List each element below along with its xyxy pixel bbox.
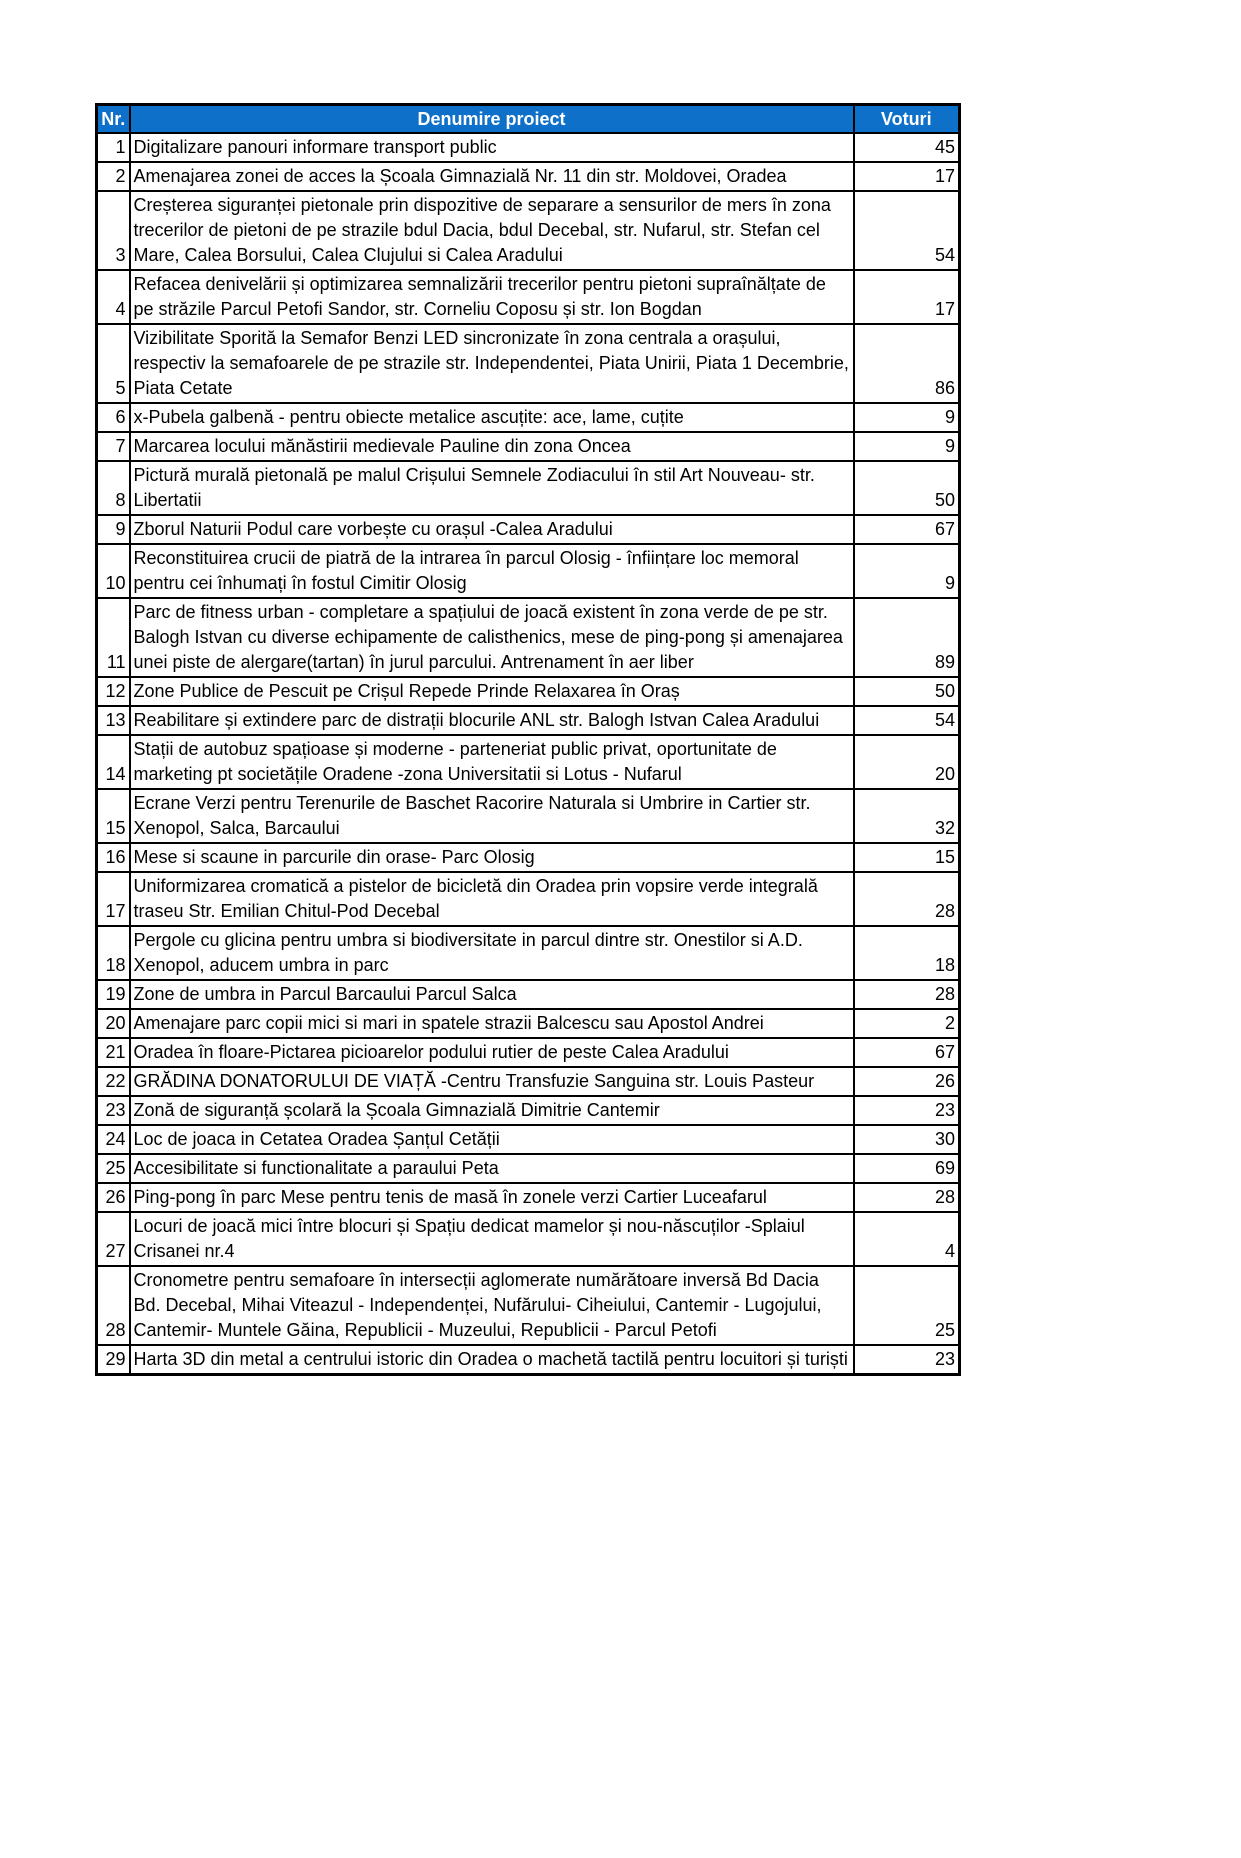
- table-row: [97, 403, 960, 432]
- project-name-cell: Vizibilitate Sporită la Semafor Benzi LED sincronizate în zona centrala a orașului, respectiv la semafoarele de pe strazile str. Independentei, Piata Unirii, Piata 1 Decembrie, Piata Cetate: [130, 324, 854, 403]
- row-number-cell: 22: [97, 1067, 130, 1096]
- table-row: [97, 515, 960, 544]
- table-row: [97, 1266, 960, 1345]
- table-row: [97, 1009, 960, 1038]
- votes-cell: 23: [854, 1345, 960, 1375]
- row-number-cell: 5: [97, 324, 130, 403]
- project-name-cell: Locuri de joacă mici între blocuri și Spațiu dedicat mamelor și nou-născuților -Splaiul Crisanei nr.4: [130, 1212, 854, 1266]
- project-name-cell: Digitalizare panouri informare transport public: [130, 133, 854, 162]
- row-number-cell: 6: [97, 403, 130, 432]
- table-row: [97, 843, 960, 872]
- project-name-cell: x-Pubela galbenă - pentru obiecte metalice ascuțite: ace, lame, cuțite: [130, 403, 854, 432]
- votes-cell: 18: [854, 926, 960, 980]
- row-number-cell: 15: [97, 789, 130, 843]
- row-number-cell: 7: [97, 432, 130, 461]
- votes-cell: 15: [854, 843, 960, 872]
- votes-cell: 9: [854, 403, 960, 432]
- table-row: [97, 926, 960, 980]
- row-number-cell: 16: [97, 843, 130, 872]
- table-row: [97, 461, 960, 515]
- table-row: [97, 1038, 960, 1067]
- project-name-cell: Accesibilitate si functionalitate a paraului Peta: [130, 1154, 854, 1183]
- row-number-cell: 21: [97, 1038, 130, 1067]
- row-number-cell: 14: [97, 735, 130, 789]
- votes-cell: 32: [854, 789, 960, 843]
- votes-cell: 9: [854, 544, 960, 598]
- project-name-cell: Creșterea siguranței pietonale prin dispozitive de separare a sensurilor de mers în zona trecerilor de pietoni de pe strazile bdul Dacia, bdul Decebal, str. Nufarul, str. Stefan cel Mare, Calea Borsului, Calea Clujului si Calea Aradului: [130, 191, 854, 270]
- project-name-cell: Ping-pong în parc Mese pentru tenis de masă în zonele verzi Cartier Luceafarul: [130, 1183, 854, 1212]
- table-row: [97, 872, 960, 926]
- project-name-cell: Oradea în floare-Pictarea picioarelor podului rutier de peste Calea Aradului: [130, 1038, 854, 1067]
- project-name-cell: Marcarea locului mănăstirii medievale Pauline din zona Oncea: [130, 432, 854, 461]
- row-number-cell: 9: [97, 515, 130, 544]
- votes-cell: 4: [854, 1212, 960, 1266]
- votes-cell: 30: [854, 1125, 960, 1154]
- header-row: [97, 105, 960, 134]
- votes-cell: 89: [854, 598, 960, 677]
- votes-cell: 45: [854, 133, 960, 162]
- row-number-cell: 19: [97, 980, 130, 1009]
- row-number-cell: 25: [97, 1154, 130, 1183]
- project-name-cell: Stații de autobuz spațioase și moderne - parteneriat public privat, oportunitate de marketing pt societățile Oradene -zona Universitatii si Lotus - Nufarul: [130, 735, 854, 789]
- votes-cell: 26: [854, 1067, 960, 1096]
- votes-cell: 28: [854, 1183, 960, 1212]
- table-row: [97, 1125, 960, 1154]
- votes-cell: 67: [854, 1038, 960, 1067]
- column-header-project-name: Denumire proiect: [130, 105, 854, 134]
- project-name-cell: Zborul Naturii Podul care vorbește cu orașul -Calea Aradului: [130, 515, 854, 544]
- project-name-cell: Cronometre pentru semafoare în intersecții aglomerate numărătoare inversă Bd Dacia Bd. Decebal, Mihai Viteazul - Independenței, Nufărului- Ciheiului, Cantemir - Lugojului, Cantemir- Muntele Găina, Republicii - Muzeului, Republicii - Parcul Petofi: [130, 1266, 854, 1345]
- row-number-cell: 11: [97, 598, 130, 677]
- project-name-cell: Zonă de siguranță școlară la Școala Gimnazială Dimitrie Cantemir: [130, 1096, 854, 1125]
- row-number-cell: 12: [97, 677, 130, 706]
- votes-cell: 17: [854, 270, 960, 324]
- votes-cell: 54: [854, 706, 960, 735]
- table-row: [97, 133, 960, 162]
- votes-cell: 17: [854, 162, 960, 191]
- table-row: [97, 1067, 960, 1096]
- row-number-cell: 8: [97, 461, 130, 515]
- row-number-cell: 29: [97, 1345, 130, 1375]
- row-number-cell: 18: [97, 926, 130, 980]
- votes-cell: 50: [854, 461, 960, 515]
- votes-cell: 25: [854, 1266, 960, 1345]
- project-name-cell: Zone Publice de Pescuit pe Crișul Repede Prinde Relaxarea în Oraș: [130, 677, 854, 706]
- table-row: [97, 162, 960, 191]
- project-name-cell: Loc de joaca in Cetatea Oradea Șanțul Cetății: [130, 1125, 854, 1154]
- project-name-cell: Reabilitare și extindere parc de distrații blocurile ANL str. Balogh Istvan Calea Aradului: [130, 706, 854, 735]
- votes-cell: 67: [854, 515, 960, 544]
- row-number-cell: 26: [97, 1183, 130, 1212]
- votes-cell: 28: [854, 980, 960, 1009]
- row-number-cell: 24: [97, 1125, 130, 1154]
- table-row: [97, 735, 960, 789]
- votes-cell: 2: [854, 1009, 960, 1038]
- table-row: [97, 706, 960, 735]
- table-row: [97, 191, 960, 270]
- row-number-cell: 28: [97, 1266, 130, 1345]
- table-row: [97, 544, 960, 598]
- table-row: [97, 270, 960, 324]
- table-row: [97, 1096, 960, 1125]
- project-name-cell: Harta 3D din metal a centrului istoric din Oradea o machetă tactilă pentru locuitori și turiști: [130, 1345, 854, 1375]
- votes-cell: 69: [854, 1154, 960, 1183]
- row-number-cell: 23: [97, 1096, 130, 1125]
- projects-table-body: [97, 133, 960, 1375]
- table-row: [97, 1212, 960, 1266]
- table-row: [97, 1154, 960, 1183]
- votes-cell: 86: [854, 324, 960, 403]
- project-name-cell: Pergole cu glicina pentru umbra si biodiversitate in parcul dintre str. Onestilor si A.D. Xenopol, aducem umbra in parc: [130, 926, 854, 980]
- row-number-cell: 17: [97, 872, 130, 926]
- table-row: [97, 1345, 960, 1375]
- project-name-cell: Reconstituirea crucii de piatră de la intrarea în parcul Olosig - înființare loc memoral pentru cei înhumați în fostul Cimitir Olosig: [130, 544, 854, 598]
- table-row: [97, 432, 960, 461]
- row-number-cell: 10: [97, 544, 130, 598]
- table-row: [97, 677, 960, 706]
- project-name-cell: Refacea denivelării și optimizarea semnalizării trecerilor pentru pietoni supraînălțate de pe străzile Parcul Petofi Sandor, str. Corneliu Coposu și str. Ion Bogdan: [130, 270, 854, 324]
- votes-cell: 54: [854, 191, 960, 270]
- project-name-cell: Amenajare parc copii mici si mari in spatele strazii Balcescu sau Apostol Andrei: [130, 1009, 854, 1038]
- column-header-nr: Nr.: [97, 105, 130, 134]
- table-row: [97, 1183, 960, 1212]
- project-name-cell: Parc de fitness urban - completare a spațiului de joacă existent în zona verde de pe str. Balogh Istvan cu diverse echipamente de calisthenics, mese de ping-pong și amenajarea unei piste de alergare(tartan) în jurul parcului. Antrenament în aer liber: [130, 598, 854, 677]
- project-name-cell: Uniformizarea cromatică a pistelor de bicicletă din Oradea prin vopsire verde integrală traseu Str. Emilian Chitul-Pod Decebal: [130, 872, 854, 926]
- row-number-cell: 13: [97, 706, 130, 735]
- table-row: [97, 789, 960, 843]
- table-row: [97, 980, 960, 1009]
- votes-cell: 28: [854, 872, 960, 926]
- column-header-votes: Voturi: [854, 105, 960, 134]
- row-number-cell: 20: [97, 1009, 130, 1038]
- project-name-cell: Ecrane Verzi pentru Terenurile de Baschet Racorire Naturala si Umbrire in Cartier str. Xenopol, Salca, Barcaului: [130, 789, 854, 843]
- project-name-cell: Amenajarea zonei de acces la Școala Gimnazială Nr. 11 din str. Moldovei, Oradea: [130, 162, 854, 191]
- table-row: [97, 324, 960, 403]
- row-number-cell: 27: [97, 1212, 130, 1266]
- votes-cell: 50: [854, 677, 960, 706]
- projects-table: [95, 103, 961, 1376]
- table-row: [97, 598, 960, 677]
- project-name-cell: Zone de umbra in Parcul Barcaului Parcul Salca: [130, 980, 854, 1009]
- votes-cell: 23: [854, 1096, 960, 1125]
- votes-cell: 9: [854, 432, 960, 461]
- row-number-cell: 2: [97, 162, 130, 191]
- project-name-cell: Pictură murală pietonală pe malul Crișului Semnele Zodiacului în stil Art Nouveau- str. Libertatii: [130, 461, 854, 515]
- project-name-cell: GRĂDINA DONATORULUI DE VIAȚĂ -Centru Transfuzie Sanguina str. Louis Pasteur: [130, 1067, 854, 1096]
- row-number-cell: 3: [97, 191, 130, 270]
- votes-cell: 20: [854, 735, 960, 789]
- row-number-cell: 1: [97, 133, 130, 162]
- row-number-cell: 4: [97, 270, 130, 324]
- project-name-cell: Mese si scaune in parcurile din orase- Parc Olosig: [130, 843, 854, 872]
